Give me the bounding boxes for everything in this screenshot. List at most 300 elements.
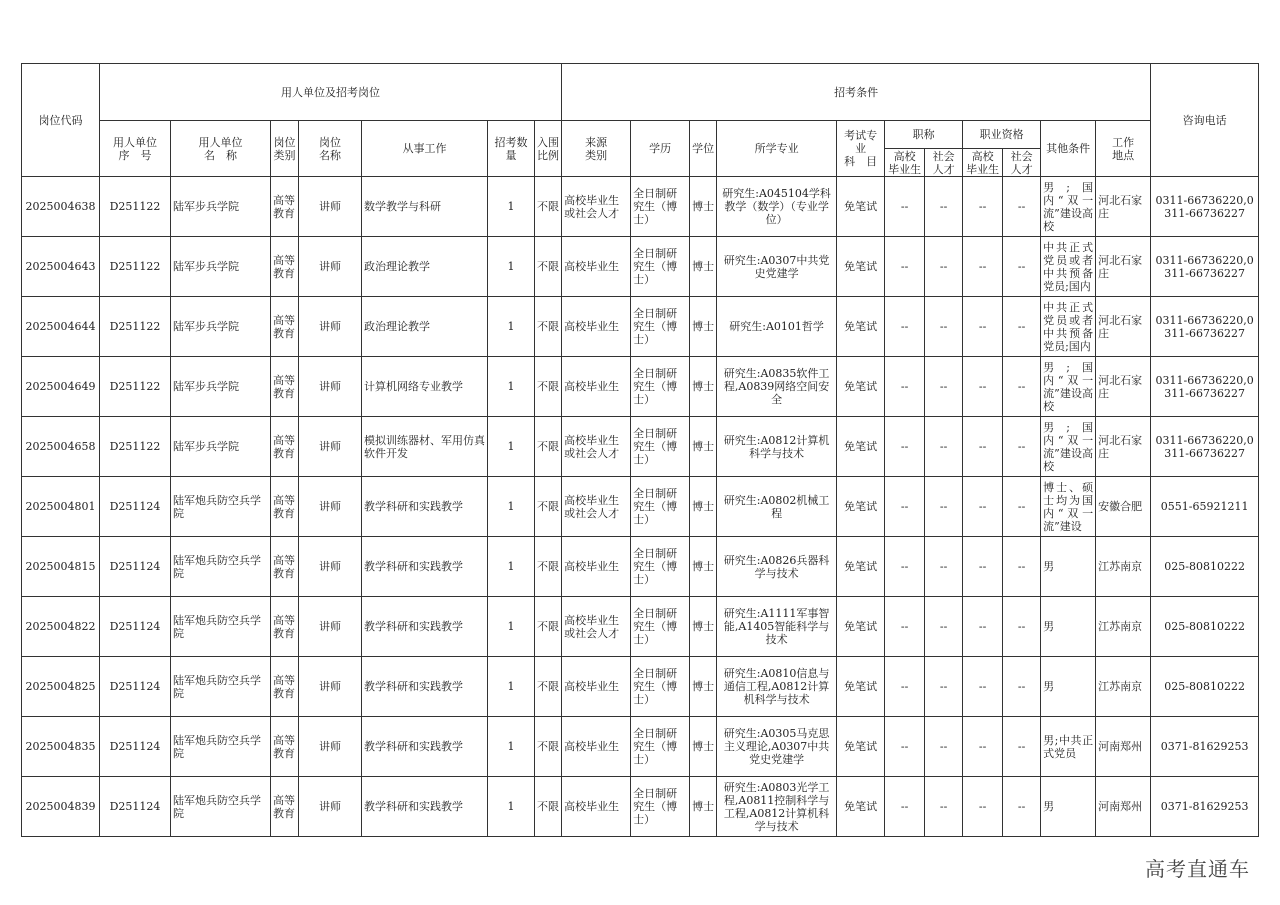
cell-degree (690, 237, 717, 297)
cell-loc (1096, 777, 1151, 837)
cell-count-text: 1 (507, 620, 515, 633)
cell-code-text: 2025004822 (25, 620, 96, 633)
cell-type (271, 657, 299, 717)
cell-code (22, 777, 100, 837)
cell-phone (1151, 597, 1259, 657)
header-unit-seq: 用人单位 序 号 (100, 121, 171, 177)
cell-major-text: 研究生:A0101哲学 (729, 320, 824, 333)
cell-other (1041, 717, 1096, 777)
cell-type-text: 高等教育 (273, 313, 295, 340)
cell-post (299, 537, 362, 597)
cell-edu-text: 全日制研究生（博士） (633, 487, 678, 526)
cell-count-text: 1 (507, 740, 515, 753)
cell-loc (1096, 657, 1151, 717)
cell-seq (100, 357, 171, 417)
cell-loc-text: 河南郑州 (1098, 800, 1143, 813)
cell-type-text: 高等教育 (273, 193, 295, 220)
cell-seq-text: D251124 (109, 680, 161, 693)
cell-count-text: 1 (507, 380, 515, 393)
cell-t1-text: -- (900, 380, 909, 393)
cell-type (271, 477, 299, 537)
cell-source-text: 高校毕业生或社会人才 (564, 613, 620, 640)
cell-type (271, 597, 299, 657)
cell-exam-text: 免笔试 (844, 440, 878, 453)
cell-q1-text: -- (978, 740, 987, 753)
cell-seq-text: D251124 (109, 740, 161, 753)
cell-work (362, 237, 488, 297)
cell-other-text: 中共正式党员或者中共预备党员;国内 (1043, 300, 1094, 353)
cell-exam-text: 免笔试 (844, 560, 878, 573)
cell-source (562, 177, 631, 237)
cell-seq-text: D251122 (109, 320, 161, 333)
cell-ratio-text: 不限 (537, 740, 560, 753)
cell-q2-text: -- (1017, 500, 1026, 513)
cell-seq (100, 657, 171, 717)
cell-unit-text: 陆军步兵学院 (173, 440, 239, 453)
header-other: 其他条件 (1041, 121, 1096, 177)
cell-count-text: 1 (507, 560, 515, 573)
cell-work-text: 教学科研和实践教学 (364, 740, 463, 753)
cell-seq-text: D251124 (109, 620, 161, 633)
cell-t2 (925, 657, 963, 717)
cell-q2-text: -- (1017, 560, 1026, 573)
cell-q1 (963, 537, 1003, 597)
cell-t1-text: -- (900, 620, 909, 633)
cell-other-text: 男;国内“双一流”建设高校 (1043, 360, 1094, 413)
cell-post-text: 讲师 (319, 380, 341, 393)
cell-count (488, 537, 535, 597)
cell-t2-text: -- (939, 200, 948, 213)
cell-t1 (885, 777, 925, 837)
cell-source (562, 357, 631, 417)
cell-degree (690, 177, 717, 237)
cell-count-text: 1 (507, 440, 515, 453)
cell-q1 (963, 417, 1003, 477)
header-work: 从事工作 (362, 121, 488, 177)
cell-work (362, 477, 488, 537)
table-row (22, 777, 1259, 837)
cell-count (488, 357, 535, 417)
cell-t2-text: -- (939, 440, 948, 453)
cell-t1 (885, 417, 925, 477)
cell-q2-text: -- (1017, 200, 1026, 213)
cell-phone (1151, 177, 1259, 237)
cell-code (22, 537, 100, 597)
cell-phone (1151, 717, 1259, 777)
cell-t1-text: -- (900, 680, 909, 693)
cell-source (562, 477, 631, 537)
table-row (22, 237, 1259, 297)
cell-t2-text: -- (939, 320, 948, 333)
cell-count (488, 177, 535, 237)
cell-major (717, 477, 837, 537)
cell-source (562, 417, 631, 477)
cell-q2-text: -- (1017, 380, 1026, 393)
cell-phone-text: 025-80810222 (1164, 560, 1245, 573)
cell-q2-text: -- (1017, 620, 1026, 633)
cell-degree-text: 博士 (692, 560, 715, 573)
cell-edu-text: 全日制研究生（博士） (633, 427, 678, 466)
cell-ratio-text: 不限 (537, 320, 560, 333)
cell-t1-text: -- (900, 440, 909, 453)
cell-loc-text: 江苏南京 (1098, 680, 1143, 693)
cell-q1-text: -- (978, 440, 987, 453)
cell-other (1041, 297, 1096, 357)
cell-q1 (963, 297, 1003, 357)
cell-degree-text: 博士 (692, 740, 715, 753)
cell-ratio (535, 477, 562, 537)
cell-loc-text: 江苏南京 (1098, 560, 1143, 573)
cell-loc (1096, 237, 1151, 297)
cell-major-text: 研究生:A0810信息与通信工程,A0812计算机科学与技术 (723, 667, 830, 706)
cell-ratio (535, 657, 562, 717)
cell-degree-text: 博士 (692, 620, 715, 633)
cell-exam (837, 597, 885, 657)
cell-t1 (885, 657, 925, 717)
cell-type (271, 297, 299, 357)
cell-major (717, 297, 837, 357)
header-group-conditions: 招考条件 (562, 64, 1151, 121)
cell-type (271, 537, 299, 597)
header-exam: 考试专业 科 目 (837, 121, 885, 177)
cell-type-text: 高等教育 (273, 253, 295, 280)
cell-ratio-text: 不限 (537, 560, 560, 573)
cell-exam-text: 免笔试 (844, 320, 878, 333)
cell-loc (1096, 417, 1151, 477)
cell-source-text: 高校毕业生 (564, 800, 620, 813)
cell-exam-text: 免笔试 (844, 800, 878, 813)
cell-q2 (1003, 537, 1041, 597)
header-edu: 学历 (631, 121, 690, 177)
cell-q2 (1003, 597, 1041, 657)
cell-count (488, 417, 535, 477)
cell-unit-text: 陆军炮兵防空兵学院 (173, 553, 261, 580)
cell-degree-text: 博士 (692, 500, 715, 513)
cell-other (1041, 417, 1096, 477)
cell-major (717, 657, 837, 717)
cell-t1 (885, 297, 925, 357)
cell-q1-text: -- (978, 680, 987, 693)
cell-loc-text: 河北石家庄 (1098, 373, 1143, 400)
cell-post-text: 讲师 (319, 200, 341, 213)
cell-edu-text: 全日制研究生（博士） (633, 367, 678, 406)
cell-q2-text: -- (1017, 260, 1026, 273)
cell-t1 (885, 537, 925, 597)
table-row (22, 177, 1259, 237)
cell-seq (100, 537, 171, 597)
cell-seq-text: D251122 (109, 260, 161, 273)
cell-source-text: 高校毕业生或社会人才 (564, 493, 620, 520)
cell-work-text: 政治理论教学 (364, 320, 430, 333)
cell-exam (837, 297, 885, 357)
cell-work-text: 计算机网络专业教学 (364, 380, 463, 393)
cell-source-text: 高校毕业生或社会人才 (564, 193, 620, 220)
cell-exam (837, 537, 885, 597)
cell-unit (171, 597, 271, 657)
cell-exam (837, 657, 885, 717)
header-group-unit: 用人单位及招考岗位 (100, 64, 562, 121)
cell-code-text: 2025004835 (25, 740, 96, 753)
cell-work (362, 777, 488, 837)
header-major: 所学专业 (717, 121, 837, 177)
cell-ratio (535, 777, 562, 837)
cell-unit (171, 717, 271, 777)
cell-t1-text: -- (900, 320, 909, 333)
cell-work-text: 教学科研和实践教学 (364, 620, 463, 633)
table-row (22, 297, 1259, 357)
cell-exam (837, 357, 885, 417)
cell-seq-text: D251122 (109, 440, 161, 453)
cell-post (299, 357, 362, 417)
table-body (22, 177, 1259, 837)
cell-t2-text: -- (939, 620, 948, 633)
cell-q1-text: -- (978, 800, 987, 813)
cell-q1 (963, 717, 1003, 777)
cell-q2 (1003, 417, 1041, 477)
cell-q1 (963, 777, 1003, 837)
cell-edu (631, 357, 690, 417)
cell-work (362, 297, 488, 357)
cell-other-text: 男;国内“双一流”建设高校 (1043, 180, 1094, 233)
header-post-type: 岗位 类别 (271, 121, 299, 177)
cell-unit-text: 陆军步兵学院 (173, 200, 239, 213)
cell-ratio (535, 717, 562, 777)
watermark: 高考直通车 (1145, 857, 1250, 881)
cell-q1-text: -- (978, 500, 987, 513)
cell-edu (631, 777, 690, 837)
cell-q2-text: -- (1017, 320, 1026, 333)
cell-post-text: 讲师 (319, 560, 341, 573)
header-ratio: 入围 比例 (535, 121, 562, 177)
cell-major-text: 研究生:A0802机械工程 (723, 493, 830, 520)
cell-source-text: 高校毕业生 (564, 740, 620, 753)
cell-t2 (925, 237, 963, 297)
cell-post-text: 讲师 (319, 260, 341, 273)
cell-t2 (925, 597, 963, 657)
cell-seq (100, 597, 171, 657)
cell-major-text: 研究生:A0812计算机科学与技术 (723, 433, 830, 460)
cell-code (22, 477, 100, 537)
cell-work-text: 模拟训练器材、军用仿真软件开发 (364, 433, 485, 460)
cell-edu-text: 全日制研究生（博士） (633, 247, 678, 286)
cell-q2-text: -- (1017, 440, 1026, 453)
cell-work-text: 教学科研和实践教学 (364, 800, 463, 813)
cell-t2-text: -- (939, 680, 948, 693)
cell-phone-text: 0311-66736220,0311-66736227 (1155, 433, 1254, 460)
cell-type (271, 777, 299, 837)
cell-ratio-text: 不限 (537, 620, 560, 633)
cell-code (22, 297, 100, 357)
cell-unit (171, 777, 271, 837)
cell-major (717, 777, 837, 837)
cell-t2 (925, 717, 963, 777)
cell-unit (171, 537, 271, 597)
cell-edu-text: 全日制研究生（博士） (633, 667, 678, 706)
cell-ratio-text: 不限 (537, 800, 560, 813)
cell-ratio-text: 不限 (537, 500, 560, 513)
cell-degree (690, 417, 717, 477)
cell-exam-text: 免笔试 (844, 740, 878, 753)
cell-edu (631, 477, 690, 537)
header-degree: 学位 (690, 121, 717, 177)
cell-code-text: 2025004658 (25, 440, 96, 453)
cell-other-text: 中共正式党员或者中共预备党员;国内 (1043, 240, 1094, 293)
cell-t2-text: -- (939, 500, 948, 513)
cell-phone-text: 0311-66736220,0311-66736227 (1155, 193, 1254, 220)
cell-seq-text: D251122 (109, 380, 161, 393)
header-count: 招考数量 (488, 121, 535, 177)
table-row (22, 717, 1259, 777)
cell-unit-text: 陆军炮兵防空兵学院 (173, 673, 261, 700)
cell-unit (171, 297, 271, 357)
cell-count-text: 1 (507, 200, 515, 213)
header-title-society: 社会 人才 (925, 149, 963, 177)
cell-exam (837, 417, 885, 477)
cell-work (362, 177, 488, 237)
cell-other (1041, 357, 1096, 417)
cell-edu-text: 全日制研究生（博士） (633, 787, 678, 826)
cell-q2 (1003, 777, 1041, 837)
cell-degree (690, 357, 717, 417)
cell-ratio-text: 不限 (537, 260, 560, 273)
cell-phone (1151, 357, 1259, 417)
cell-ratio (535, 297, 562, 357)
cell-major (717, 537, 837, 597)
cell-t1-text: -- (900, 800, 909, 813)
cell-exam (837, 477, 885, 537)
cell-degree (690, 537, 717, 597)
cell-unit (171, 357, 271, 417)
cell-t1 (885, 717, 925, 777)
cell-other-text: 男;国内“双一流”建设高校 (1043, 420, 1094, 473)
cell-ratio-text: 不限 (537, 380, 560, 393)
cell-degree-text: 博士 (692, 680, 715, 693)
cell-phone (1151, 657, 1259, 717)
cell-degree-text: 博士 (692, 200, 715, 213)
cell-q2 (1003, 297, 1041, 357)
cell-q2 (1003, 357, 1041, 417)
cell-code-text: 2025004643 (25, 260, 96, 273)
cell-type (271, 717, 299, 777)
cell-seq (100, 777, 171, 837)
cell-type (271, 357, 299, 417)
cell-q2-text: -- (1017, 800, 1026, 813)
cell-work (362, 717, 488, 777)
cell-phone-text: 0311-66736220,0311-66736227 (1155, 373, 1254, 400)
header-title-group: 职称 (885, 121, 963, 149)
cell-edu-text: 全日制研究生（博士） (633, 547, 678, 586)
cell-code-text: 2025004638 (25, 200, 96, 213)
cell-exam (837, 237, 885, 297)
cell-exam-text: 免笔试 (844, 380, 878, 393)
cell-other-text: 博士、硕士均为国内“双一流”建设 (1043, 480, 1094, 533)
cell-t1 (885, 477, 925, 537)
cell-t1-text: -- (900, 740, 909, 753)
cell-work (362, 597, 488, 657)
cell-other (1041, 237, 1096, 297)
table-row (22, 597, 1259, 657)
cell-phone (1151, 417, 1259, 477)
cell-other-text: 男 (1043, 620, 1055, 633)
cell-code (22, 657, 100, 717)
cell-source (562, 597, 631, 657)
cell-edu (631, 597, 690, 657)
cell-seq (100, 177, 171, 237)
cell-exam (837, 717, 885, 777)
cell-loc (1096, 537, 1151, 597)
cell-post-text: 讲师 (319, 680, 341, 693)
cell-q2-text: -- (1017, 740, 1026, 753)
cell-type (271, 237, 299, 297)
cell-post (299, 477, 362, 537)
cell-seq-text: D251124 (109, 560, 161, 573)
cell-code-text: 2025004815 (25, 560, 96, 573)
cell-major-text: 研究生:A0826兵器科学与技术 (723, 553, 830, 580)
cell-type-text: 高等教育 (273, 373, 295, 400)
cell-post (299, 297, 362, 357)
header-unit-name: 用人单位 名 称 (171, 121, 271, 177)
cell-count (488, 477, 535, 537)
cell-unit-text: 陆军炮兵防空兵学院 (173, 493, 261, 520)
cell-t2 (925, 537, 963, 597)
cell-major-text: 研究生:A045104学科教学（数学）（专业学位） (722, 187, 831, 226)
cell-loc-text: 河北石家庄 (1098, 193, 1143, 220)
cell-phone (1151, 777, 1259, 837)
cell-seq (100, 237, 171, 297)
cell-type-text: 高等教育 (273, 433, 295, 460)
cell-ratio (535, 357, 562, 417)
cell-phone-text: 0371-81629253 (1160, 800, 1249, 813)
cell-type-text: 高等教育 (273, 673, 295, 700)
cell-q1 (963, 237, 1003, 297)
cell-code (22, 177, 100, 237)
cell-t2 (925, 357, 963, 417)
cell-loc-text: 河北石家庄 (1098, 253, 1143, 280)
cell-q2 (1003, 477, 1041, 537)
cell-other-text: 男 (1043, 800, 1055, 813)
cell-loc (1096, 597, 1151, 657)
cell-work-text: 教学科研和实践教学 (364, 500, 463, 513)
cell-q1-text: -- (978, 560, 987, 573)
cell-seq (100, 477, 171, 537)
table-row (22, 537, 1259, 597)
cell-major (717, 717, 837, 777)
cell-t2-text: -- (939, 380, 948, 393)
header-location: 工作 地点 (1096, 121, 1151, 177)
cell-work (362, 657, 488, 717)
cell-other-text: 男;中共正式党员 (1043, 733, 1094, 760)
cell-t2 (925, 297, 963, 357)
cell-type-text: 高等教育 (273, 613, 295, 640)
cell-t2 (925, 777, 963, 837)
cell-ratio-text: 不限 (537, 680, 560, 693)
cell-edu-text: 全日制研究生（博士） (633, 187, 678, 226)
cell-post-text: 讲师 (319, 620, 341, 633)
cell-work (362, 537, 488, 597)
cell-source-text: 高校毕业生 (564, 380, 620, 393)
table-row (22, 477, 1259, 537)
cell-major-text: 研究生:A1111军事智能,A1405智能科学与技术 (723, 607, 830, 646)
cell-phone-text: 0311-66736220,0311-66736227 (1155, 253, 1254, 280)
cell-type-text: 高等教育 (273, 553, 295, 580)
cell-exam-text: 免笔试 (844, 500, 878, 513)
cell-unit (171, 417, 271, 477)
cell-code-text: 2025004801 (25, 500, 96, 513)
cell-type (271, 417, 299, 477)
cell-edu (631, 237, 690, 297)
cell-seq (100, 717, 171, 777)
header-source: 来源 类别 (562, 121, 631, 177)
